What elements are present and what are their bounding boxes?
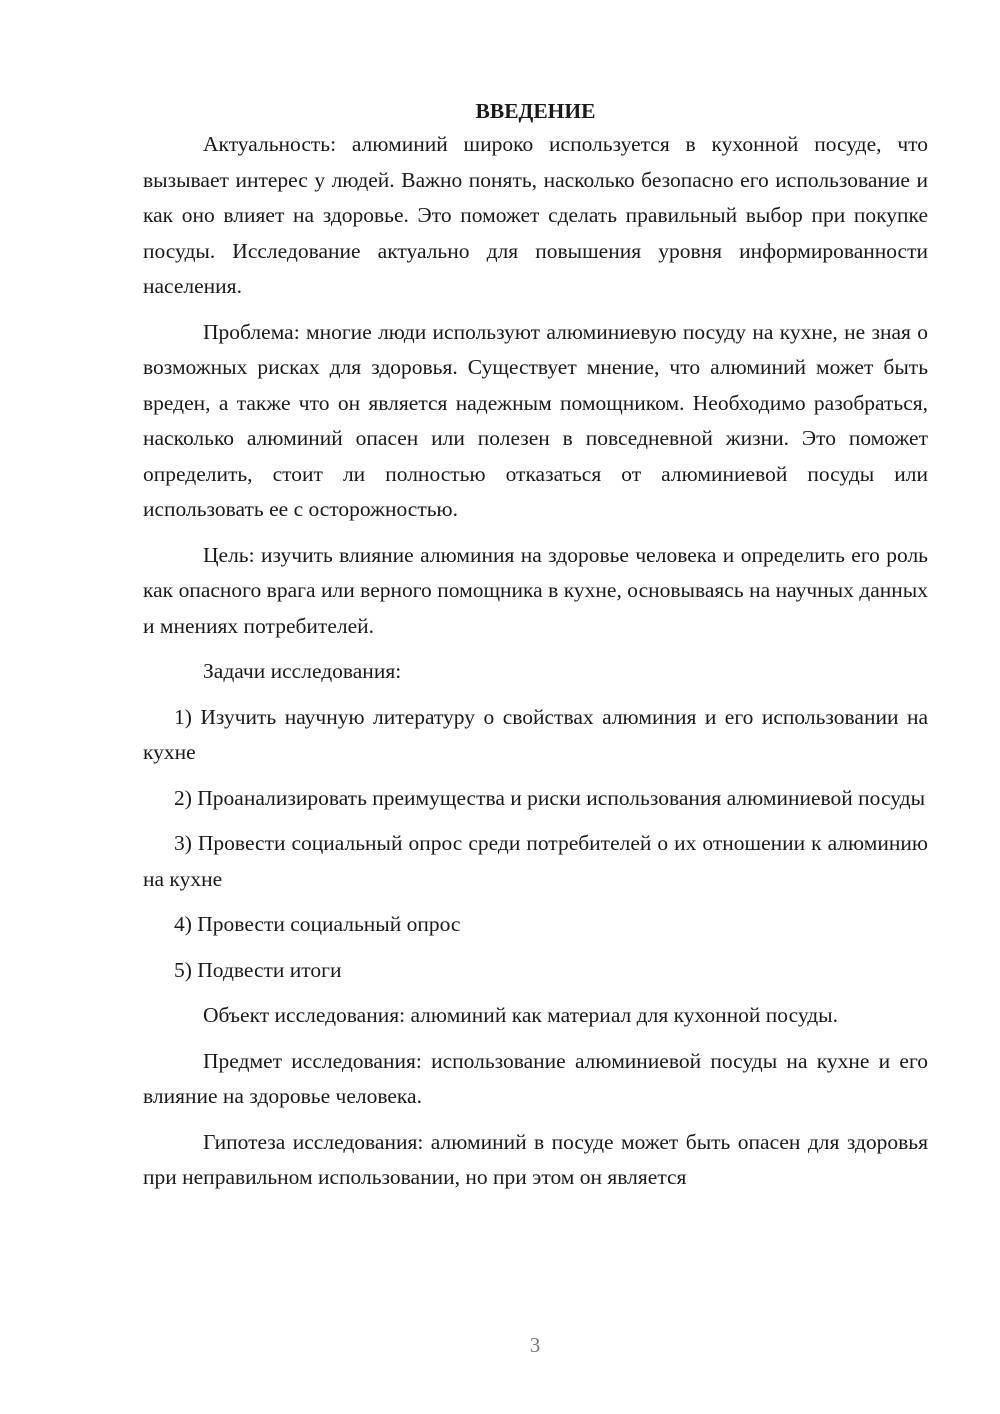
task-item-2: 2) Проанализировать преимущества и риски использования алюминиевой посуды <box>174 785 926 810</box>
page-content <box>143 95 928 1206</box>
paragraph-tasks-intro: Задачи исследования: <box>203 659 402 683</box>
task-item-5: 5) Подвести итоги <box>174 957 342 982</box>
page-number: 3 <box>529 1333 541 1357</box>
paragraph-goal: Цель: изучить влияние алюминия на здоровье человека и определить его роль как опасного врага или верного помощника в кухне, основываясь на научных данных и мнениях потребителей. <box>143 542 928 638</box>
paragraph-hypothesis: Гипотеза исследования: алюминий в посуде может быть опасен для здоровья при неправильном использовании, но при этом он является <box>143 1129 928 1189</box>
paragraph-subject: Предмет исследования: использование алюминиевой посуды на кухне и его влияние на здоровье человека. <box>143 1048 928 1108</box>
task-item-4: 4) Провести социальный опрос <box>174 912 461 936</box>
paragraph-relevance: Актуальность: алюминий широко используется в кухонной посуде, что вызывает интерес у людей. Важно понять, насколько безопасно его использование и как оно влияет на здоровье. Это поможет сделать правильный выбор при покупке посуды. Исследование актуально для повышения уровня информированности населения. <box>143 132 928 298</box>
task-item-3: 3) Провести социальный опрос среди потребителей о их отношении к алюминию на кухне <box>143 831 928 891</box>
paragraph-object: Объект исследования: алюминий как материал для кухонной посуды. <box>203 1003 839 1027</box>
task-item-1: 1) Изучить научную литературу о свойствах алюминия и его использовании на кухне <box>143 704 928 764</box>
paragraph-problem: Проблема: многие люди используют алюминиевую посуду на кухне, не зная о возможных рисках для здоровья. Существует мнение, что алюминий может быть вреден, а также что он является надежным помощником. Необходимо разобраться, насколько алюминий опасен или полезен в повседневной жизни. Это поможет определить, стоит ли полностью отказаться от алюминиевой посуды или использовать ее с осторожностью. <box>143 319 928 521</box>
page-heading: ВВЕДЕНИЕ <box>475 99 596 123</box>
